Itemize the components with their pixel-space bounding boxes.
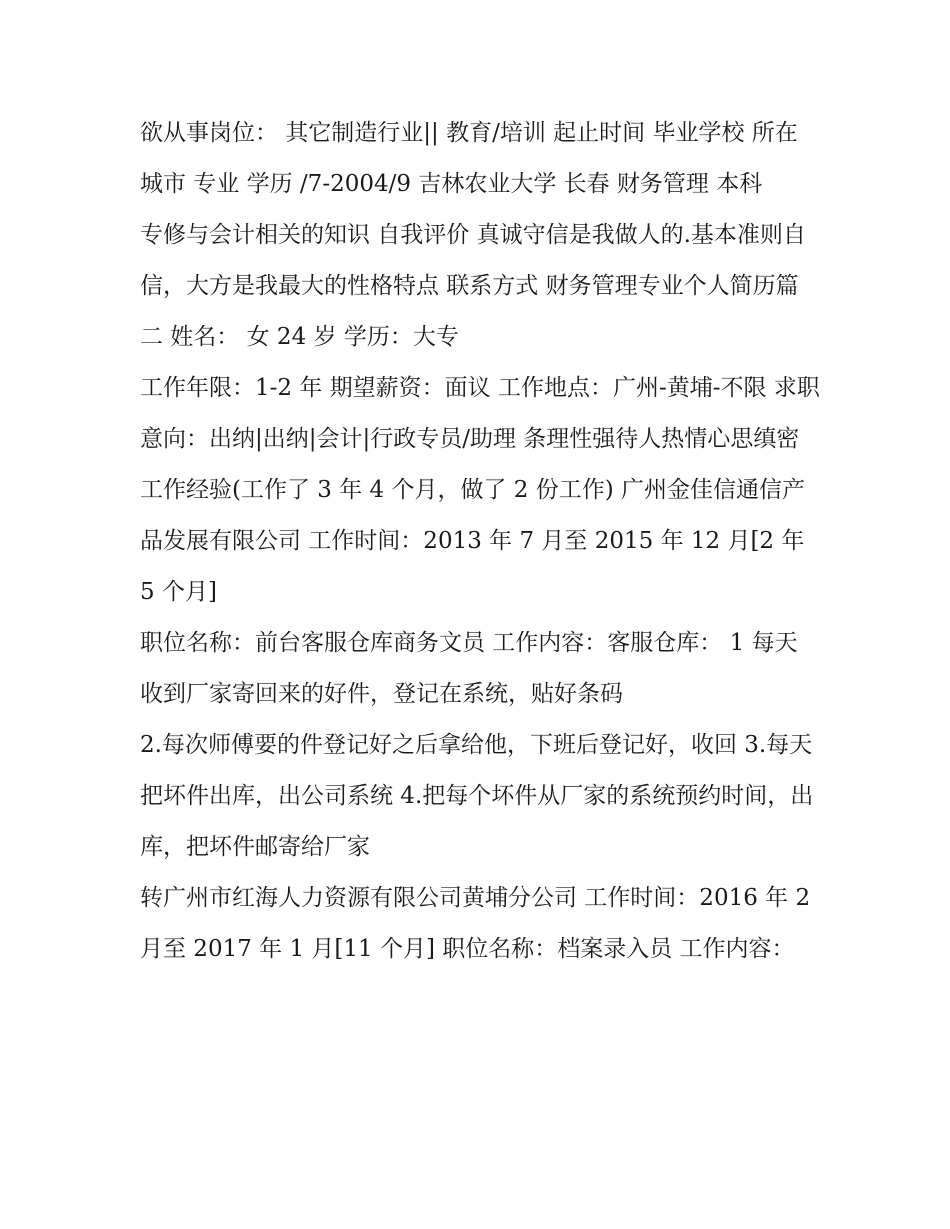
paragraph-work-experience: 工作经验(工作了 3 年 4 个月，做了 2 份工作) 广州金佳信通信产品发展有限公司 工作时间：2013 年 7 月至 2015 年 12 月[2 年 5 个月] xyxy=(140,477,806,605)
paragraph-duty-list: 2.每次师傅要的件登记好之后拿给他，下班后登记好，收回 3.每天把坏件出库，出公司系统 4.把每个坏件从厂家的系统预约时间，出库，把坏件邮寄给厂家 xyxy=(140,732,814,860)
paragraph-desired-position: 欲从事岗位： 其它制造行业|| 教育/培训 起止时间 毕业学校 所在城市 专业 学历 /7-2004/9 吉林农业大学 长春 财务管理 本科 xyxy=(140,120,798,197)
paragraph-job-intent: 工作年限：1-2 年 期望薪资：面议 工作地点：广州-黄埔-不限 求职意向：出纳|出纳|会计|行政专员/助理 条理性强待人热情心思缜密 xyxy=(140,375,820,452)
paragraph-self-evaluation: 专修与会计相关的知识 自我评价 真诚守信是我做人的.基本准则自信，大方是我最大的性格特点 联系方式 财务管理专业个人简历篇二 姓名： 女 24 岁 学历：大专 xyxy=(140,222,806,350)
resume-text-body xyxy=(140,108,820,975)
paragraph-position-duties: 职位名称：前台客服仓库商务文员 工作内容：客服仓库： 1 每天收到厂家寄回来的好件，登记在系统，贴好条码 xyxy=(140,630,798,707)
paragraph-second-job: 转广州市红海人力资源有限公司黄埔分公司 工作时间：2016 年 2 月至 2017 年 1 月[11 个月] 职位名称：档案录入员 工作内容： xyxy=(140,885,811,962)
